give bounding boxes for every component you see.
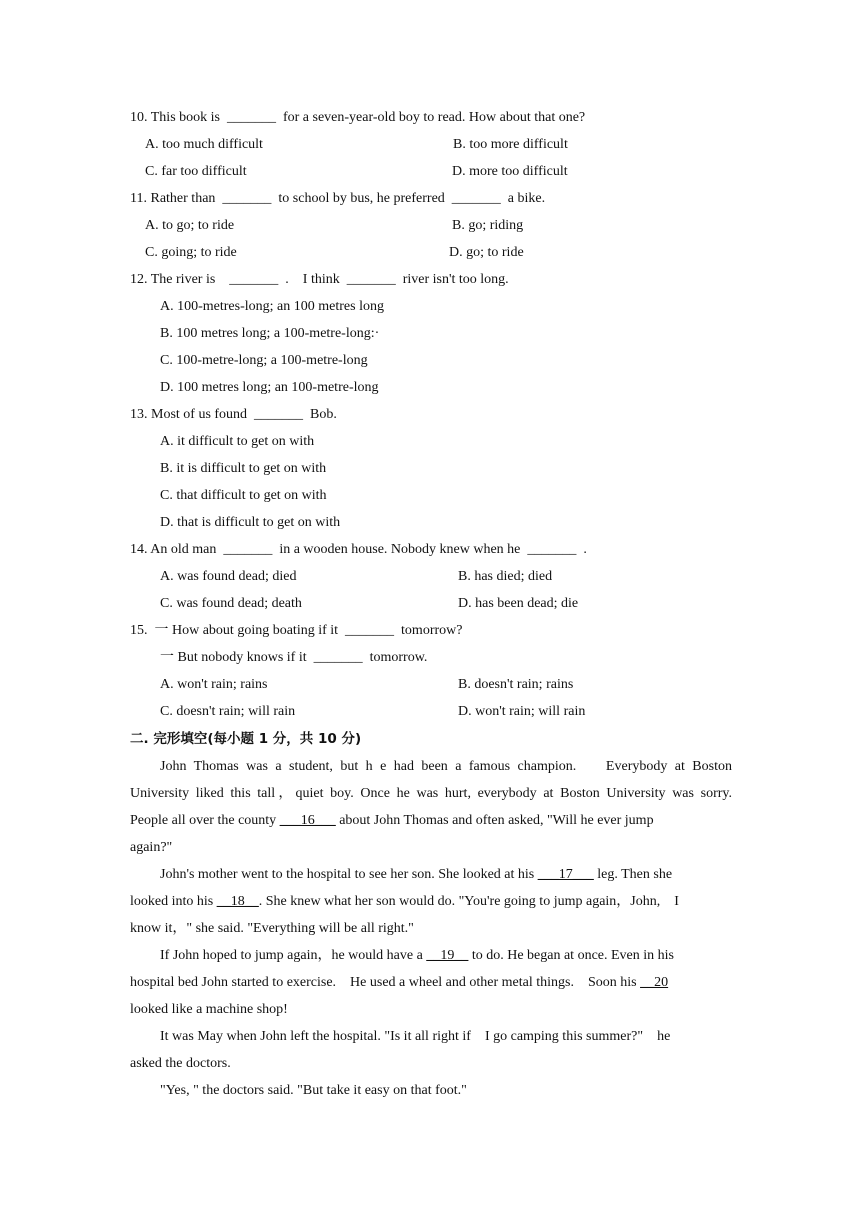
question-15-option-c: C. doesn't rain; will rain xyxy=(160,704,296,719)
question-12-option-c: C. 100-metre-long; a 100-metre-long xyxy=(160,353,368,368)
question-13-option-c: C. that difficult to get on with xyxy=(160,488,327,503)
passage-p3-line2: hospital bed John started to exercise. He used a wheel and other metal things. Soon his __20 xyxy=(130,975,669,990)
passage-p1-line4: again?" xyxy=(130,840,173,855)
question-13-option-a: A. it difficult to get on with xyxy=(160,434,315,449)
blank-18: __18__ xyxy=(216,894,259,909)
question-14-option-b: B. has died; died xyxy=(458,569,553,584)
passage-p2-line3: know it，" she said. "Everything will be all right." xyxy=(130,921,414,936)
section-2-heading: 二. 完形填空(每小题 1 分，共 10 分) xyxy=(130,731,362,747)
passage-p1-line2: University liked this tall，quiet boy. Once he was hurt, everybody at Boston University was sorry. xyxy=(130,786,732,801)
question-10-option-d: D. more too difficult xyxy=(452,164,568,179)
passage-p3-line1: If John hoped to jump again，he would have a __19__ to do. He began at once. Even in his xyxy=(160,948,674,963)
question-13-option-b: B. it is difficult to get on with xyxy=(160,461,327,476)
question-12-option-a: A. 100-metres-long; an 100 metres long xyxy=(160,299,384,314)
blank-17: ___17___ xyxy=(537,867,594,882)
question-13-option-d: D. that is difficult to get on with xyxy=(160,515,341,530)
passage-p2-line1: John's mother went to the hospital to see her son. She looked at his ___17___ leg. Then she xyxy=(160,867,673,882)
question-10-option-a: A. too much difficult xyxy=(145,137,263,152)
question-11-option-c: C. going; to ride xyxy=(145,245,237,260)
passage-p1-line1: John Thomas was a student, but h e had been a famous champion. Everybody at Boston xyxy=(160,759,732,774)
blank-16: ___16___ xyxy=(279,813,336,828)
question-15-option-a: A. won't rain; rains xyxy=(160,677,268,692)
passage-p1-line3: People all over the county ___16___ about John Thomas and often asked, "Will he ever jump xyxy=(130,813,654,828)
question-14-option-a: A. was found dead; died xyxy=(160,569,297,584)
question-10-option-c: C. far too difficult xyxy=(145,164,247,179)
passage-p4-line2: asked the doctors. xyxy=(130,1056,231,1071)
blank-19: __19__ xyxy=(426,948,469,963)
question-11-option-b: B. go; riding xyxy=(452,218,524,233)
question-15-stem: 15. 一 How about going boating if it _______ tomorrow? xyxy=(130,623,463,638)
passage-p5-line1: "Yes, " the doctors said. "But take it easy on that foot." xyxy=(160,1083,467,1098)
passage-p3-line3: looked like a machine shop! xyxy=(130,1002,288,1017)
question-12-stem: 12. The river is _______ . I think _______ river isn't too long. xyxy=(130,272,509,287)
blank-20: __20 xyxy=(640,975,669,990)
question-10-option-b: B. too more difficult xyxy=(453,137,568,152)
passage-p2-line2: looked into his __18__. She knew what her son would do. "You're going to jump again，John, I xyxy=(130,894,679,909)
question-12-option-b: B. 100 metres long; a 100-metre-long:· xyxy=(160,326,380,341)
question-15-stem-reply: 一 But nobody knows if it _______ tomorrow. xyxy=(160,650,428,665)
question-14-option-d: D. has been dead; die xyxy=(458,596,579,611)
passage-p4-line1: It was May when John left the hospital. "Is it all right if I go camping this summer?" he xyxy=(160,1029,671,1044)
question-15-option-d: D. won't rain; will rain xyxy=(458,704,586,719)
question-13-stem: 13. Most of us found _______ Bob. xyxy=(130,407,337,422)
question-12-option-d: D. 100 metres long; an 100-metre-long xyxy=(160,380,379,395)
question-15-option-b: B. doesn't rain; rains xyxy=(458,677,574,692)
question-11-option-d: D. go; to ride xyxy=(449,245,524,260)
question-11-stem: 11. Rather than _______ to school by bus, he preferred _______ a bike. xyxy=(130,191,546,206)
question-14-stem: 14. An old man _______ in a wooden house. Nobody knew when he _______ . xyxy=(130,542,587,557)
question-11-option-a: A. to go; to ride xyxy=(145,218,235,233)
question-10-stem: 10. This book is _______ for a seven-year-old boy to read. How about that one? xyxy=(130,110,586,125)
question-14-option-c: C. was found dead; death xyxy=(160,596,302,611)
